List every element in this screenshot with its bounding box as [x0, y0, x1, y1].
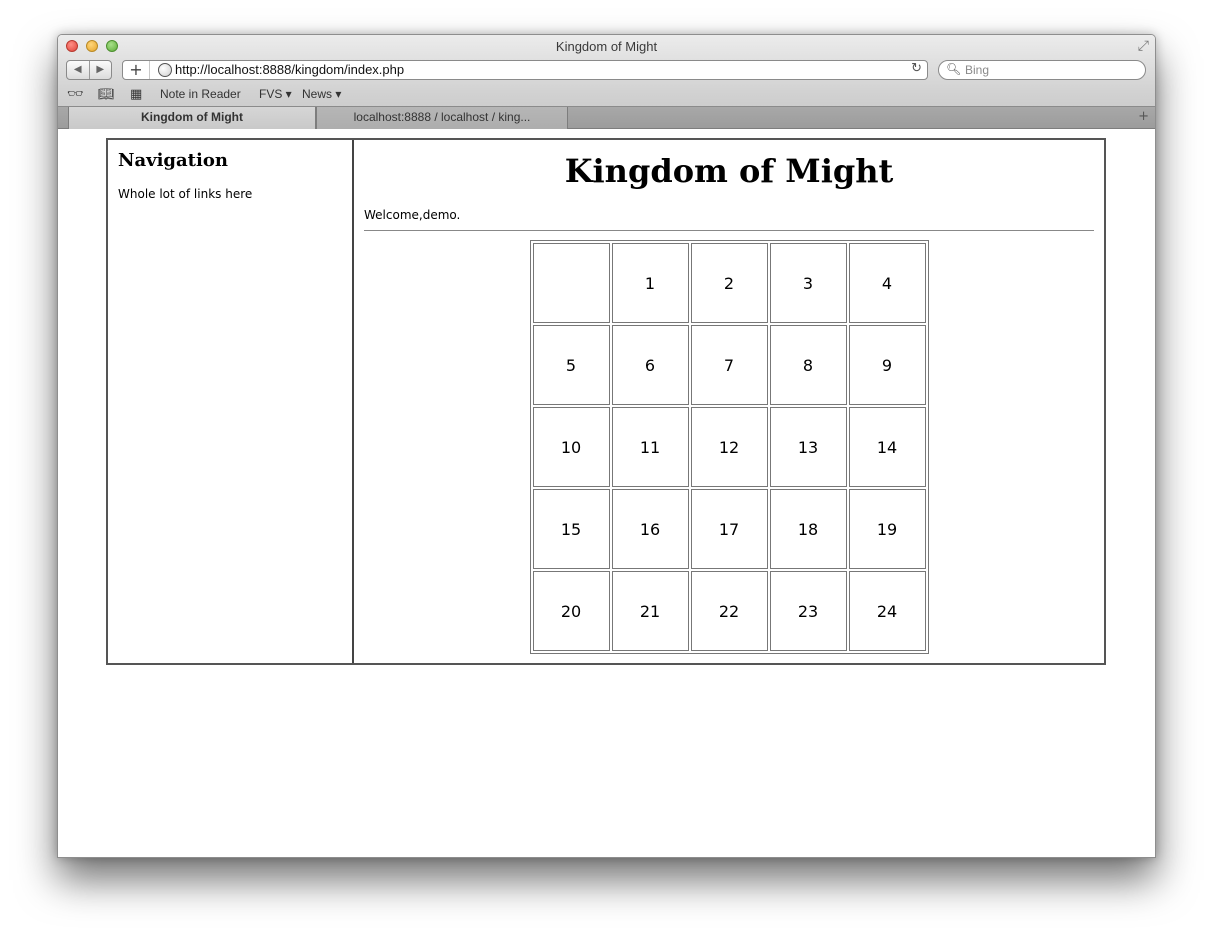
top-sites-grid-icon[interactable]: ▦: [130, 87, 143, 102]
bookmark-news[interactable]: News ▾: [302, 87, 342, 101]
bookmarks-book-icon[interactable]: 📖︎: [98, 87, 115, 102]
grid-row: [533, 243, 926, 323]
grid-cell[interactable]: 2: [691, 243, 768, 323]
grid-cell[interactable]: 16: [612, 489, 689, 569]
reading-list-icon[interactable]: 👓︎: [67, 87, 84, 102]
divider: [364, 230, 1094, 231]
grid-cell[interactable]: 14: [849, 407, 926, 487]
grid-cell[interactable]: 24: [849, 571, 926, 651]
navigation-column: [108, 140, 354, 663]
window-title: Kingdom of Might: [555, 39, 658, 54]
browser-window: [57, 34, 1156, 858]
navigation-links-text: Whole lot of links here: [118, 187, 253, 201]
grid-cell[interactable]: 10: [533, 407, 610, 487]
grid-row: [533, 407, 926, 487]
main-column: [354, 140, 1104, 663]
grid-row: [533, 489, 926, 569]
tab-bar: [58, 106, 1155, 129]
welcome-message: Welcome,demo.: [364, 208, 461, 222]
grid-cell[interactable]: 23: [770, 571, 847, 651]
add-bookmark-icon[interactable]: +: [123, 61, 150, 79]
bookmark-note-in-reader[interactable]: Note in Reader: [160, 87, 241, 101]
navigation-heading: Navigation: [118, 150, 228, 171]
search-icon: 🔍︎: [946, 62, 962, 76]
url-text[interactable]: http://localhost:8888/kingdom/index.php: [175, 62, 405, 77]
grid-cell[interactable]: 20: [533, 571, 610, 651]
address-bar[interactable]: [122, 60, 928, 80]
grid-cell[interactable]: 21: [612, 571, 689, 651]
grid-cell[interactable]: 9: [849, 325, 926, 405]
page-layout-table: [106, 138, 1106, 665]
grid-cell[interactable]: 5: [533, 325, 610, 405]
page-content: [58, 129, 1155, 857]
grid-cell[interactable]: 1: [612, 243, 689, 323]
grid-cell[interactable]: 6: [612, 325, 689, 405]
grid-cell[interactable]: 7: [691, 325, 768, 405]
grid-cell[interactable]: 17: [691, 489, 768, 569]
grid-row: [533, 571, 926, 651]
back-forward-group: [66, 60, 112, 80]
kingdom-grid: [530, 240, 929, 654]
grid-cell[interactable]: 12: [691, 407, 768, 487]
grid-cell[interactable]: [533, 243, 610, 323]
grid-cell[interactable]: 18: [770, 489, 847, 569]
grid-row: [533, 325, 926, 405]
reload-icon[interactable]: ↻: [911, 61, 922, 76]
new-tab-icon[interactable]: +: [1138, 109, 1149, 124]
grid-cell[interactable]: 19: [849, 489, 926, 569]
forward-button[interactable]: ▶: [89, 61, 112, 79]
grid-cell[interactable]: 4: [849, 243, 926, 323]
title-bar: [58, 35, 1155, 59]
bookmark-fvs[interactable]: FVS ▾: [259, 87, 292, 101]
tab-localhost[interactable]: localhost:8888 / localhost / king...: [316, 107, 568, 129]
grid-cell[interactable]: 11: [612, 407, 689, 487]
grid-cell[interactable]: 22: [691, 571, 768, 651]
toolbar: [58, 59, 1155, 83]
grid-cell[interactable]: 8: [770, 325, 847, 405]
grid-cell[interactable]: 15: [533, 489, 610, 569]
fullscreen-icon[interactable]: ⤢: [1137, 38, 1149, 54]
browser-chrome: [58, 35, 1155, 129]
tab-kingdom-of-might[interactable]: Kingdom of Might: [68, 107, 316, 129]
bookmarks-bar: [58, 84, 1155, 106]
search-field[interactable]: [938, 60, 1146, 80]
grid-cell[interactable]: 3: [770, 243, 847, 323]
grid-cell[interactable]: 13: [770, 407, 847, 487]
page-title: Kingdom of Might: [564, 152, 894, 190]
search-input[interactable]: [965, 61, 1135, 79]
globe-icon: [158, 63, 172, 77]
back-button[interactable]: ◀: [73, 64, 82, 75]
